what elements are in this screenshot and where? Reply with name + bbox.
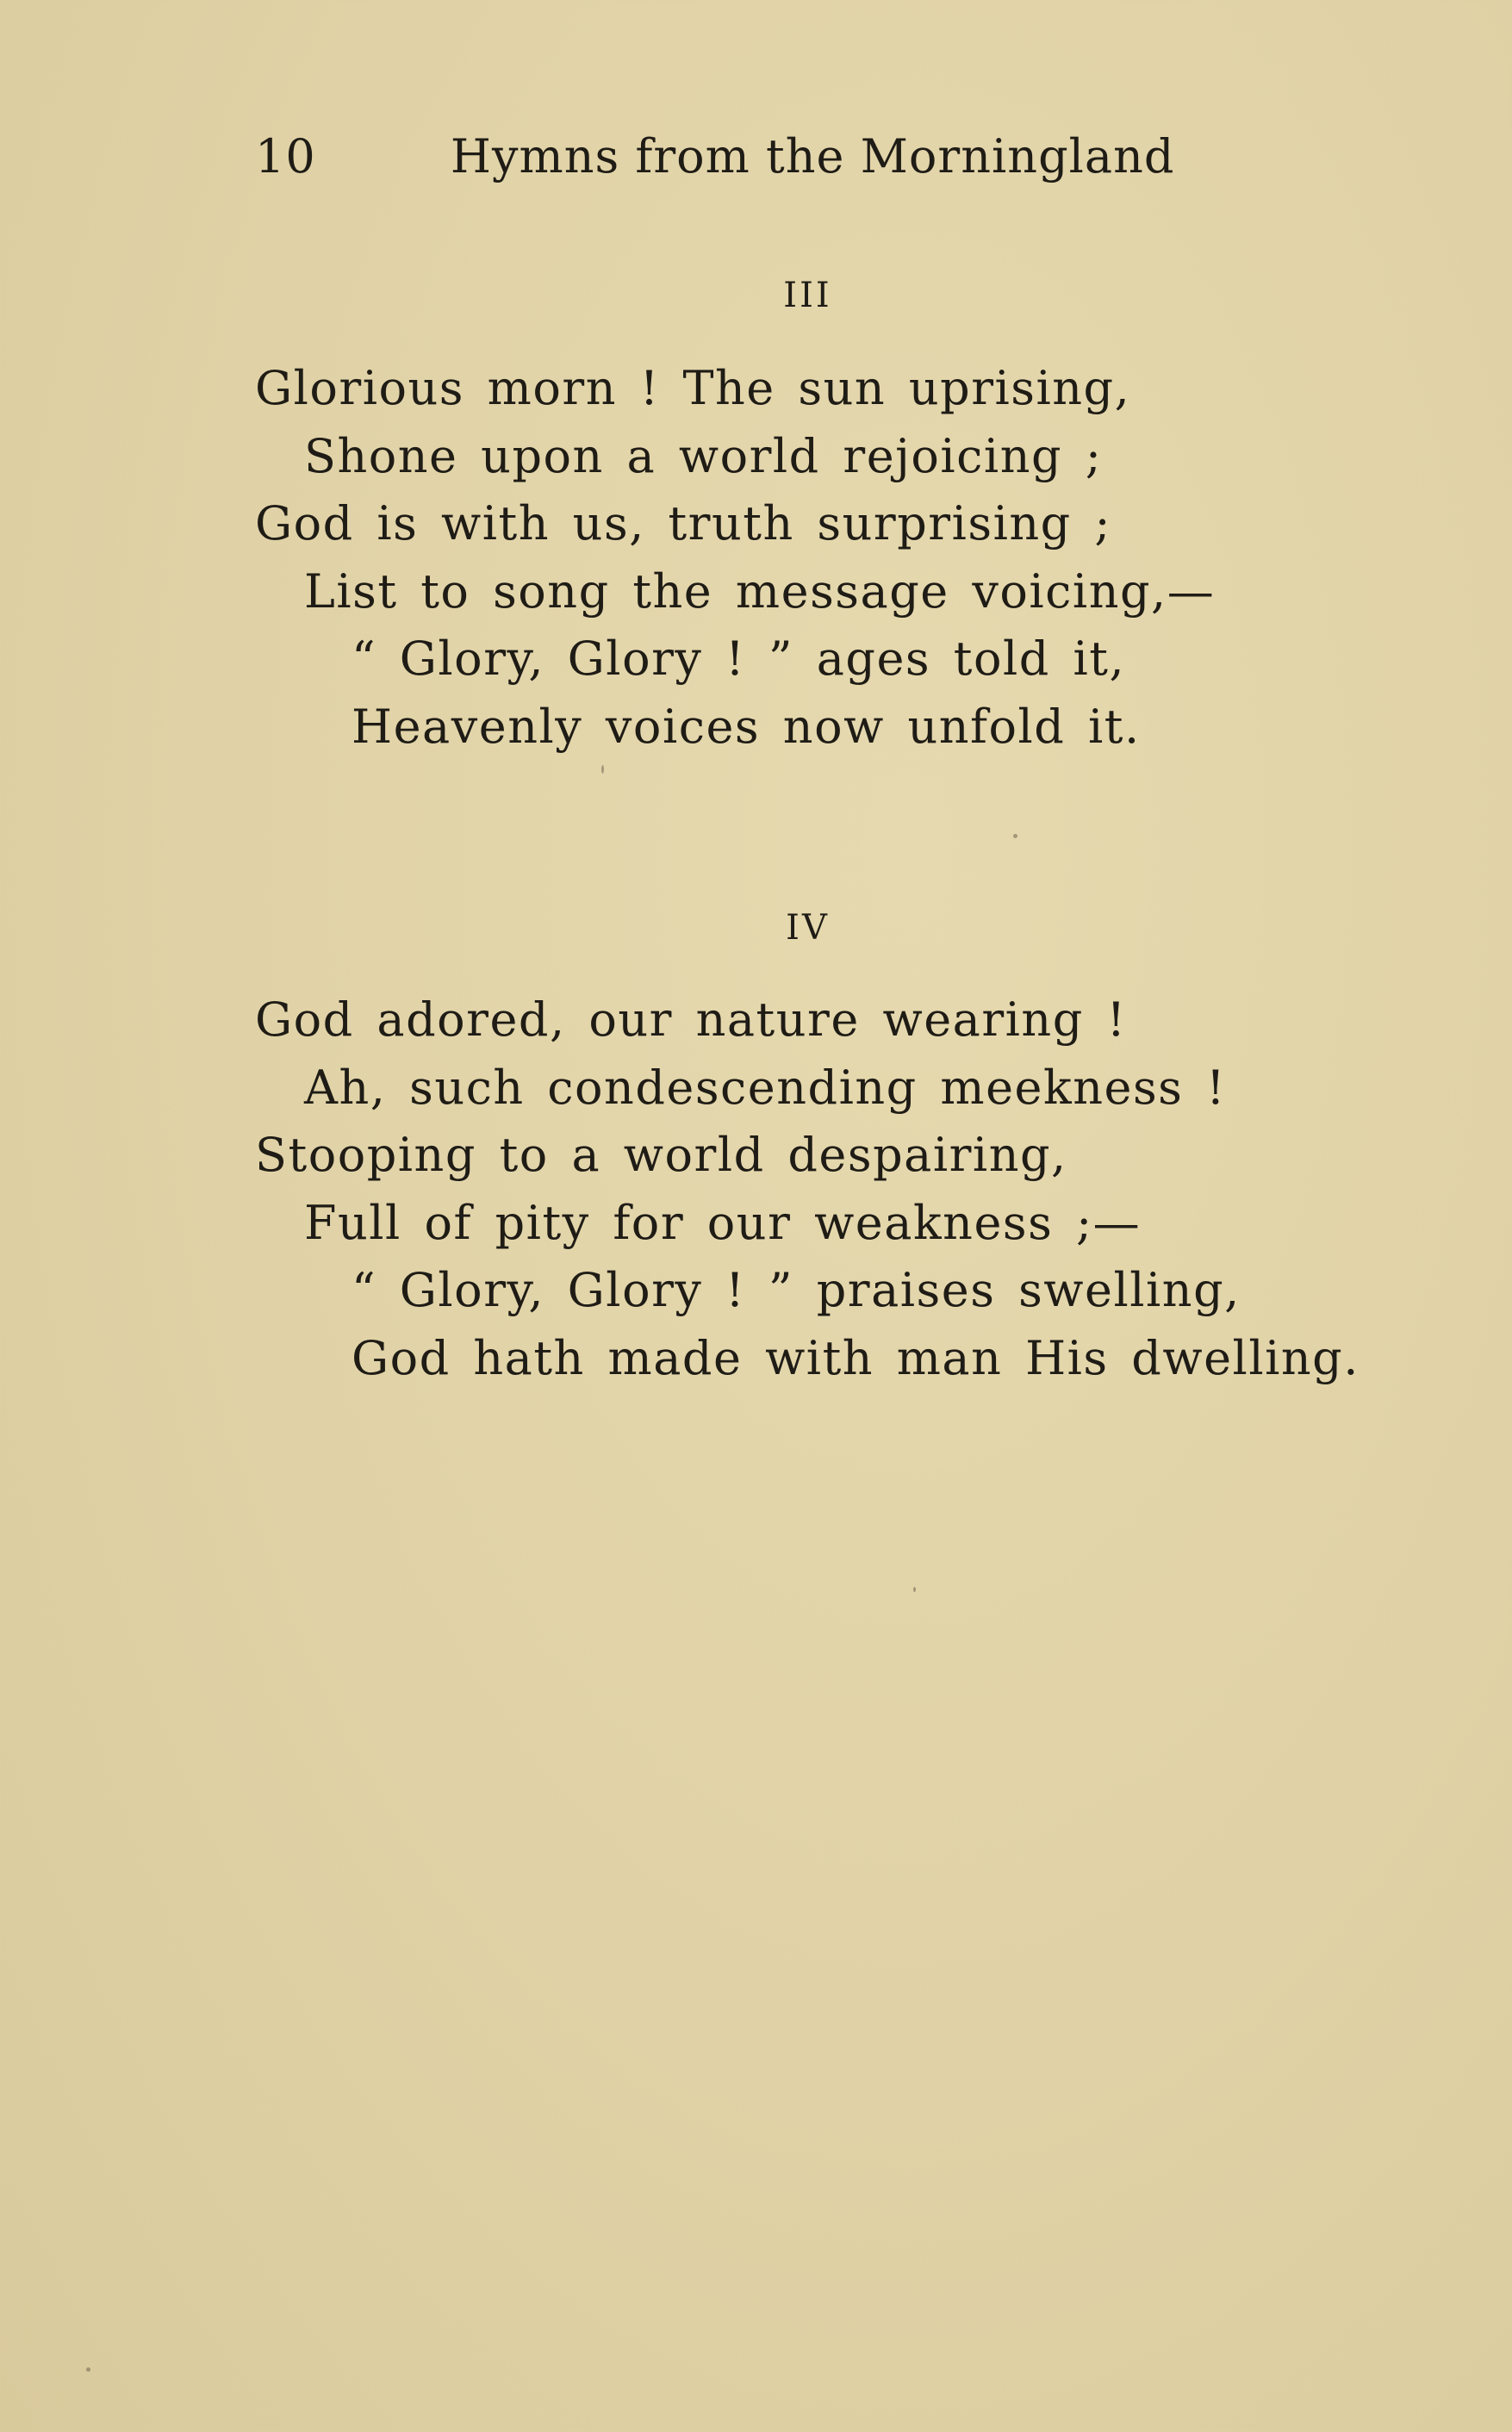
verse-line: God is with us, truth surprising ;	[255, 496, 1112, 550]
page-number: 10	[255, 129, 316, 183]
stanza-iii	[255, 355, 1215, 761]
paper-speck	[601, 765, 604, 774]
verse-line: Stooping to a world despairing,	[255, 1128, 1067, 1182]
running-header	[255, 126, 1174, 188]
verse-line: Full of pity for our weakness ;—	[304, 1195, 1142, 1250]
verse-line: “ Glory, Glory ! ” ages told it,	[352, 631, 1126, 686]
paper-speck	[86, 2367, 90, 2372]
verse-line: Ah, such condescending meekness !	[304, 1060, 1227, 1115]
verse-line: God adored, our nature wearing !	[255, 992, 1127, 1047]
verse-line: List to song the message voicing,—	[304, 563, 1216, 619]
paper-speck	[1013, 834, 1017, 838]
stanza-iv	[255, 986, 1360, 1392]
section-numeral-iii: III	[783, 276, 832, 315]
paper-speck	[913, 1587, 916, 1592]
book-title: Hymns from the Morningland	[450, 129, 1175, 183]
verse-line: God hath made with man His dwelling.	[352, 1330, 1360, 1385]
verse-line: “ Glory, Glory ! ” praises swelling,	[352, 1263, 1241, 1317]
section-numeral-iv: IV	[786, 908, 830, 948]
verse-line: Shone upon a world rejoicing ;	[304, 428, 1103, 483]
verse-line: Heavenly voices now unfold it.	[352, 699, 1141, 754]
verse-line: Glorious morn ! The sun uprising,	[255, 361, 1131, 415]
